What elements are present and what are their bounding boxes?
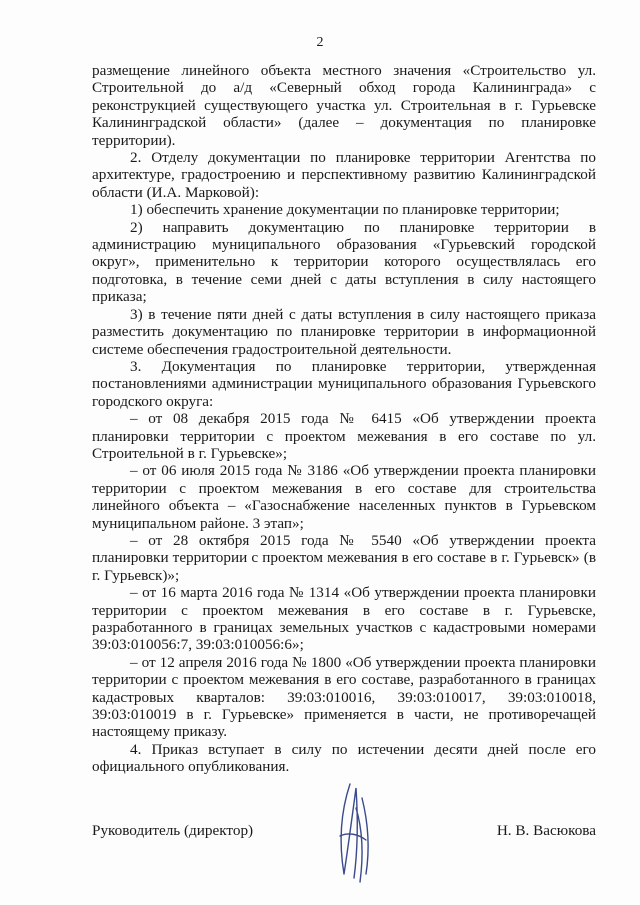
paragraph-subitem-2: 2) направить документацию по планировке территории в администрацию муниципального образования «Гурьевский городской округ», применительно к территории которого осуществлялась его подготовка, в течение семи дней с даты вступления в силу настоящего приказа;: [92, 218, 596, 306]
paragraph-item-3: 3. Документация по планировке территории, утвержденная постановлениями администрации муниципального образования Гурьевского городского округа:: [92, 357, 596, 410]
paragraph-intro-continuation: размещение линейного объекта местного значения «Строительство ул. Строительной до а/д «Северный обход города Калининграда» с реконструкцией существующего участка ул. Строительная в г. Гурьевске Калининградской области» (далее – документация по планировке территории).: [92, 62, 596, 149]
paragraph-resolution-5540: – от 28 октября 2015 года № 5540 «Об утверждении проекта планировки территории с проектом межевания в его составе в г. Гурьевск» (в г. Гурьевск)»;: [92, 531, 596, 584]
signatory-name: Н. В. Васюкова: [496, 822, 596, 839]
paragraph-resolution-1314: – от 16 марта 2016 года № 1314 «Об утверждении проекта планировки территории с проектом межевания в его составе в г. Гурьевске, разработанного в границах земельных участков с кадастровыми номерами 39:03:010056:7, 39:03:010056:6»;: [92, 584, 596, 654]
signature-block: [92, 822, 596, 844]
paragraph-item-4: 4. Приказ вступает в силу по истечении десяти дней после его официального опубликования.: [92, 740, 596, 776]
paragraph-subitem-1: 1) обеспечить хранение документации по планировке территории;: [130, 201, 560, 219]
paragraph-resolution-6415: – от 08 декабря 2015 года № 6415 «Об утверждении проекта планировки территории с проектом межевания в его составе по ул. Строительной в г. Гурьевске»;: [92, 410, 596, 462]
page-number: 2: [316, 35, 324, 50]
paragraph-subitem-3: 3) в течение пяти дней с даты вступления в силу настоящего приказа разместить документацию по планировке территории в информационной системе обеспечения градостроительной деятельности.: [92, 305, 596, 358]
signatory-title: Руководитель (директор): [92, 822, 254, 839]
paragraph-resolution-1800: – от 12 апреля 2016 года № 1800 «Об утверждении проекта планировки территории с проектом межевания в его составе, разработанного в границах кадастровых кварталов: 39:03:010016, 39:03:010017, 39:03:010018, 39:03:010019 в г. Гурьевске» применяется в части, не противоречащей настоящему приказу.: [92, 653, 596, 741]
paragraph-item-2: 2. Отделу документации по планировке территории Агентства по архитектуре, градостроению и перспективному развитию Калининградской области (И.А. Марковой):: [92, 149, 596, 201]
paragraph-resolution-3186: – от 06 июля 2015 года № 3186 «Об утверждении проекта планировки территории с проектом межевания в его составе для строительства линейного объекта – «Газоснабжение населенных пунктов в Гурьевском муниципальном районе. 3 этап»;: [92, 462, 596, 532]
document-body: [92, 62, 596, 776]
